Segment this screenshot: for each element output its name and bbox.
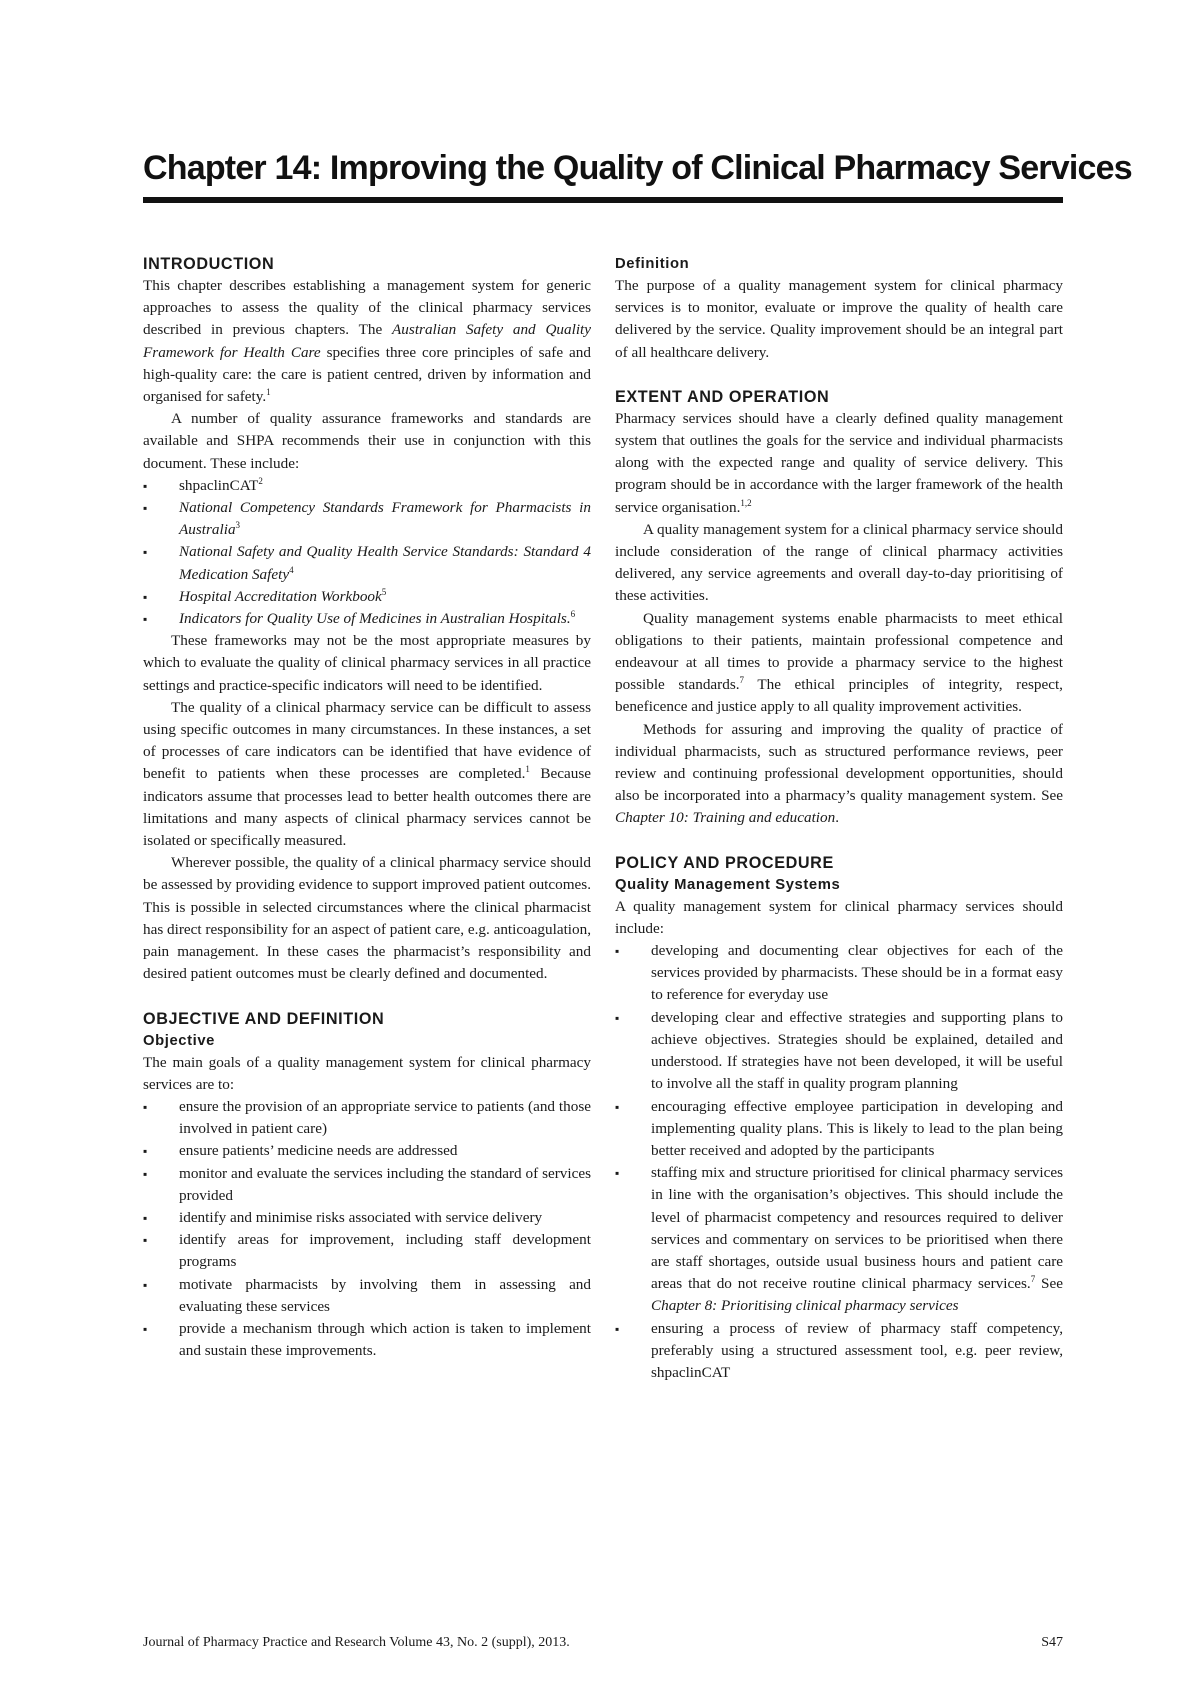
journal-citation: Journal of Pharmacy Practice and Research Volume 43, No. 2 (suppl), 2013. <box>143 1635 570 1650</box>
qms-heading: Quality Management Systems <box>615 876 841 893</box>
qms-item: ▪ ensuring a process of review of pharmacy staff competency, preferably using a structured assessment tool, e.g. peer review, shpaclinCAT <box>615 1318 1063 1385</box>
qms-paragraph: A quality management system for clinical pharmacy services should include: <box>615 897 1063 937</box>
goal-item: ▪ monitor and evaluate the services including the standard of services provided <box>143 1163 591 1207</box>
intro-p4-a: The quality of a clinical pharmacy service can be difficult to assess using specific outcomes in many circumstances. In these instances, a set of processes of care indicators can be identified that have evidence of benefit to patients when these processes are completed. <box>143 698 591 783</box>
goal-item: ▪ identify and minimise risks associated with service delivery <box>143 1207 591 1229</box>
citation-ref: 3 <box>235 520 241 531</box>
left-column <box>143 253 591 1362</box>
page-title: Chapter 14: Improving the Quality of Clinical Pharmacy Services <box>143 149 1132 187</box>
extent-p4-b: . <box>835 809 840 827</box>
framework-item <box>143 497 591 541</box>
citation-ref: 5 <box>381 586 387 597</box>
introduction-heading: INTRODUCTION <box>143 255 275 273</box>
chapter-reference: Chapter 10: Training and education <box>615 809 836 827</box>
qms-item: ▪ developing clear and effective strategies and supporting plans to achieve objectives. Strategies should be explained, detailed and understood. If strategies have not been developed, it will be useful to involve all the staff in quality program planning <box>615 1007 1063 1096</box>
qms-item: ▪ encouraging effective employee participation in developing and implementing quality plans. This is likely to lead to the plan being better received and adopted by the participants <box>615 1096 1063 1163</box>
citation-ref: 1 <box>525 764 530 775</box>
right-column <box>615 253 1063 1384</box>
qms-item <box>615 1162 1063 1317</box>
goal-item: ▪ identify areas for improvement, including staff development programs <box>143 1229 591 1273</box>
intro-paragraph-3: These frameworks may not be the most appropriate measures by which to evaluate the quality of clinical pharmacy services in all practice settings and practice-specific indicators will need to be identified. <box>143 632 591 694</box>
framework-item <box>143 475 591 497</box>
framework-text: National Safety and Quality Health Service Standards: Standard 4 Medication Safety <box>179 543 591 583</box>
qms-item-4a: staffing mix and structure prioritised for clinical pharmacy services in line with the organisation’s objectives. This should include the level of pharmacist competency and resources required to deliver services and commentary on services to be prioritised when there are staff shortages, outside usual business hours and patient care areas that do not receive routine clinical pharmacy services. <box>651 1164 1063 1293</box>
extent-paragraph-4 <box>615 719 1063 830</box>
extent-paragraph-1 <box>615 408 1063 519</box>
framework-item <box>143 541 591 585</box>
framework-item <box>143 608 591 630</box>
intro-paragraph-2: A number of quality assurance frameworks and standards are available and SHPA recommends their use in conjunction with this document. These include: <box>143 410 591 472</box>
intro-p1-b: specifies three core principles of safe and high-quality care: the care is patient centred, driven by information and organised for safety. <box>143 343 591 406</box>
extent-paragraph-2: A quality management system for a clinical pharmacy service should include consideration of the range of clinical pharmacy activities delivered, any service agreements and overall day-to-day prioritising of these activities. <box>615 520 1063 605</box>
qms-item-4b: See <box>1035 1275 1063 1293</box>
framework-title: Australian Safety and Quality Framework for Health Care <box>143 321 591 361</box>
extent-p3-a: Quality management systems enable pharmacists to meet ethical obligations to their patients, maintain professional competence and endeavour at all times to provide a pharmacy service to the highest possible standards. <box>615 609 1063 694</box>
goal-item: ▪ ensure the provision of an appropriate service to patients (and those involved in patient care) <box>143 1096 591 1140</box>
citation-ref: 4 <box>289 564 294 575</box>
citation-ref: 2 <box>258 475 263 486</box>
chapter-reference: Chapter 8: Prioritising clinical pharmacy services <box>651 1297 959 1315</box>
intro-p1-a: This chapter describes establishing a management system for generic approaches to assess the quality of the clinical pharmacy services described in previous chapters. The <box>143 277 591 339</box>
extent-p1-text: Pharmacy services should have a clearly defined quality management system that outlines the goals for the service and individual pharmacists along with the expected range and quality of service delivery. This program should be in accordance with the larger framework of the health service organisation. <box>615 409 1063 516</box>
objective-heading: Objective <box>143 1032 216 1049</box>
framework-text: Hospital Accreditation Workbook <box>179 587 382 605</box>
goal-item: ▪ ensure patients’ medicine needs are addressed <box>143 1140 591 1162</box>
objective-definition-heading: OBJECTIVE AND DEFINITION <box>143 1009 385 1028</box>
goals-list <box>143 1096 591 1362</box>
citation-ref: 7 <box>1030 1274 1036 1285</box>
intro-paragraph-1 <box>143 275 591 408</box>
intro-paragraph-4 <box>143 697 591 852</box>
citation-ref: 1 <box>266 387 271 398</box>
framework-text: Indicators for Quality Use of Medicines in Australian Hospitals. <box>179 610 571 628</box>
qms-item: ▪ developing and documenting clear objectives for each of the services provided by pharmacists. These should be in a format easy to reference for everyday use <box>615 940 1063 1007</box>
citation-ref: 1,2 <box>740 497 752 508</box>
title-rule <box>143 197 1063 203</box>
intro-paragraph-5: Wherever possible, the quality of a clinical pharmacy service should be assessed by providing evidence to support improved patient outcomes. This is possible in selected circumstances where the clinical pharmacist has direct responsibility for an aspect of patient care, e.g. anticoagulation, pain management. In these cases the pharmacist’s responsibility and desired patient outcomes must be clearly defined and documented. <box>143 854 591 983</box>
citation-ref: 6 <box>570 609 576 620</box>
extent-paragraph-3 <box>615 608 1063 719</box>
goal-item: ▪ provide a mechanism through which action is taken to implement and sustain these improvements. <box>143 1318 591 1362</box>
qms-list <box>615 940 1063 1384</box>
extent-p3-b: The ethical principles of integrity, respect, beneficence and justice apply to all quality improvement activities. <box>615 676 1063 716</box>
intro-p4-b: Because indicators assume that processes lead to better health outcomes there are limitations and many aspects of clinical pharmacy services cannot be isolated or specifically measured. <box>143 765 591 850</box>
extent-operation-heading: EXTENT AND OPERATION <box>615 387 830 406</box>
citation-ref: 7 <box>739 675 745 686</box>
goal-item: ▪ motivate pharmacists by involving them in assessing and evaluating these services <box>143 1274 591 1318</box>
framework-text: shpaclinCAT <box>179 476 259 494</box>
framework-item <box>143 586 591 608</box>
framework-text: National Competency Standards Framework for Pharmacists in Australia <box>179 499 591 539</box>
definition-paragraph: The purpose of a quality management system for clinical pharmacy services is to monitor, evaluate or improve the quality of health care delivered by the service. Quality improvement should be an integral part of all healthcare delivery. <box>615 277 1063 361</box>
frameworks-list <box>143 475 591 630</box>
definition-heading: Definition <box>615 256 690 272</box>
objective-paragraph: The main goals of a quality management system for clinical pharmacy services are to: <box>143 1053 591 1093</box>
extent-p4-a: Methods for assuring and improving the quality of practice of individual pharmacists, such as structured performance reviews, peer review and continuing professional development opportunities, should also be incorporated into a pharmacy’s quality management system. See <box>615 720 1063 805</box>
policy-procedure-heading: POLICY AND PROCEDURE <box>615 853 834 872</box>
page-number: S47 <box>1041 1635 1063 1650</box>
